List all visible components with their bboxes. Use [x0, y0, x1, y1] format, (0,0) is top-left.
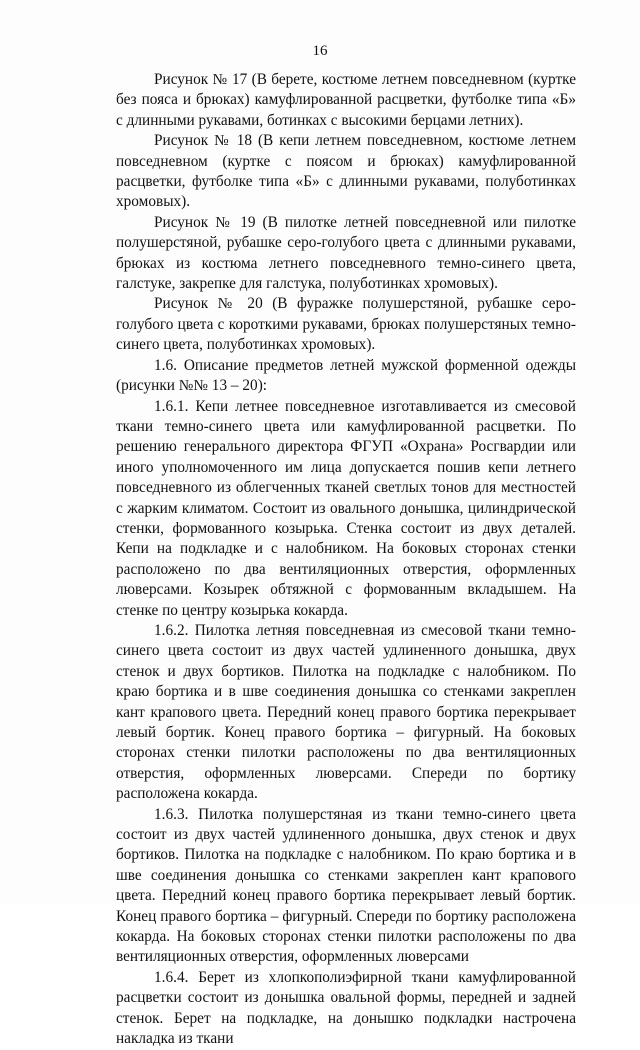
paragraph-figure-19: Рисунок № 19 (В пилотке летней повседневной или пилотке полушерстяной, рубашке серо-голубого цвета с длинными рукавами, брюках из костюма летнего повседневного темно-синего цвета, галстуке, закрепке для галстука, полуботинках хромовых). [116, 213, 576, 293]
paragraph-1-6-1: 1.6.1. Кепи летнее повседневное изготавливается из смесовой ткани темно-синего цвета или камуфлированной расцветки. По решению генерального директора ФГУП «Охрана» Росгвардии или иного уполномоченного им лица допускается пошив кепи летнего повседневного из облегченных тканей светлых тонов для местностей с жарким климатом. Состоит из овального донышка, цилиндрической стенки, формованного козырька. Стенка состоит из двух деталей. Кепи на подкладке и с налобником. На боковых сторонах стенки расположено по два вентиляционных отверстия, оформленных люверсами. Козырек обтяжной с формованным вкладышем. На стенке по центру козырька кокарда. [116, 397, 576, 619]
document-body [116, 70, 576, 1050]
paragraph-1-6-2: 1.6.2. Пилотка летняя повседневная из смесовой ткани темно-синего цвета состоит из двух частей удлиненного донышка, двух стенок и двух бортиков. Пилотка на подкладке с налобником. По краю бортика и в шве соединения донышка со стенками закреплен кант крапового цвета. Передний конец правого бортика перекрывает левый бортик. Конец правого бортика – фигурный. На боковых сторонах стенки пилотки расположены по два вентиляционных отверстия, оформленных люверсами. Спереди по бортику расположена кокарда. [116, 621, 576, 803]
paragraph-1-6-3: 1.6.3. Пилотка полушерстяная из ткани темно-синего цвета состоит из двух частей удлиненного донышка, двух стенок и двух бортиков. Пилотка на подкладке с налобником. По краю бортика и в шве соединения донышка со стенками закреплен кант крапового цвета. Передний конец правого бортика перекрывает левый бортик. Конец правого бортика – фигурный. Спереди по бортику расположена кокарда. На боковых сторонах стенки пилотки расположены по два вентиляционных отверстия, оформленных люверсами [116, 805, 576, 966]
page-number: 16 [312, 43, 328, 59]
paragraph-1-6-4: 1.6.4. Берет из хлопкополиэфирной ткани камуфлированной расцветки состоит из донышка овальной формы, передней и задней стенок. Берет на подкладке, на донышко подкладки настрочена накладка из ткани [116, 968, 576, 1048]
section-heading-1-6: 1.6. Описание предметов летней мужской форменной одежды (рисунки №№ 13 – 20): [116, 356, 576, 395]
paragraph-figure-17: Рисунок № 17 (В берете, костюме летнем повседневном (куртке без пояса и брюках) камуфлированной расцветки, футболке типа «Б» с длинными рукавами, ботинках с высокими берцами летних). [116, 71, 576, 129]
paragraph-figure-18: Рисунок № 18 (В кепи летнем повседневном, костюме летнем повседневном (куртке с поясом и брюках) камуфлированной расцветки, футболке типа «Б» с длинными рукавами, полуботинках хромовых). [116, 132, 576, 211]
paragraph-figure-20: Рисунок № 20 (В фуражке полушерстяной, рубашке серо-голубого цвета с короткими рукавами, брюках полушерстяных темно-синего цвета, полуботинках хромовых). [116, 295, 576, 354]
